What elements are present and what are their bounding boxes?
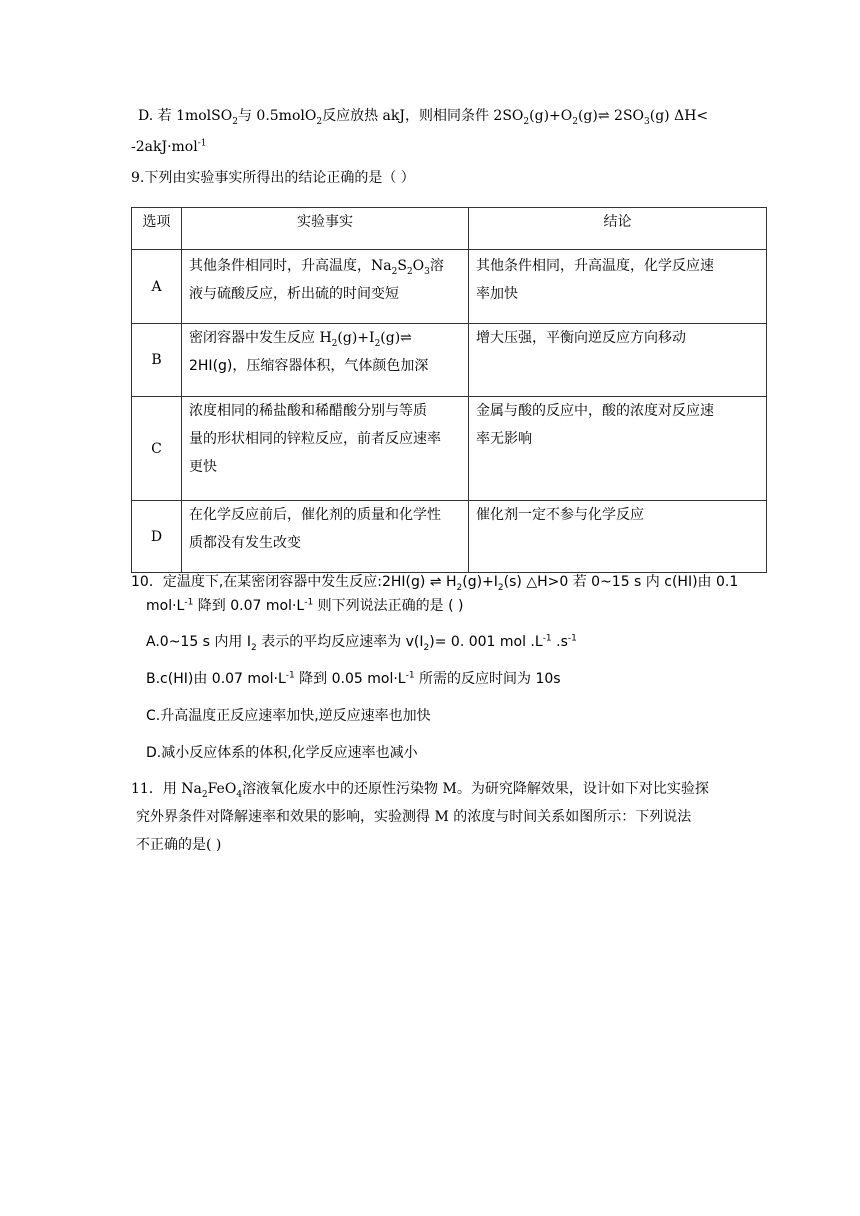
q11-stem-line3: 不正确的是( ) [136,837,222,853]
q9-stem: 9.下列由实验事实所得出的结论正确的是（ ） [131,170,415,186]
row-option: C [132,397,182,501]
q10-option-b: B.c(HI)由 0.07 $mol\cdot L^{-1}$ 降到 0.05 $mol\cdot L^{-1}$ 所需的反应时间为 10s [146,670,561,687]
q10-option-d: D.减小反应体系的体积,化学反应速率也减小 [146,745,418,761]
q8-option-d-line1: D. 若 1molSO$_2$与 0.5molO$_2$反应放热 akJ，则相同条件 $2SO_2(g)+O_2(g)\rightleftharpoons$ $2SO_3(g)$ ΔH< [138,108,709,127]
row-fact: 其他条件相同时，升高温度，$Na_2S_2O_3$溶 液与硫酸反应，析出硫的时间变短 [182,250,469,324]
q9-table [131,207,767,573]
table-row-c [132,397,767,501]
row-conclusion: 金属与酸的反应中，酸的浓度对反应速 率无影响 [469,397,767,501]
q10-option-a: A.0~15 s 内用 $I_2$ 表示的平均反应速率为 $v(I_2)= 0$. 001 mol $.L^{-1}$ $.s^{-1}$ [146,633,577,653]
q11-stem-line2: 究外界条件对降解速率和效果的影响，实验测得 M 的浓度与时间关系如图所示：下列说法 [136,809,692,825]
row-conclusion: 催化剂一定不参与化学反应 [469,501,767,573]
row-fact: 在化学反应前后，催化剂的质量和化学性 质都没有发生改变 [182,501,469,573]
row-fact: 密闭容器中发生反应 $H_2(g)+I_2(g)\rightleftharpoons$ 2HI(g)，压缩容器体积，气体颜色加深 [182,324,469,397]
header-conclusion: 结论 [469,208,767,250]
q10-stem-line1: 10．定温度下,在某密闭容器中发生反应:2HI(g) ⇌ $H_2(g)+I_2(s)$ △H>0 若 0~15 s 内 c(HI)由 0.1 [131,574,739,593]
row-option: D [132,501,182,573]
q10-option-c: C.升高温度正反应速率加快,逆反应速率也加快 [146,708,431,724]
header-fact: 实验事实 [182,208,469,250]
q10-stem-line2: $mol\cdot L^{-1}$ 降到 0.07 $mol\cdot L^{-1}$ 则下列说法正确的是 ( ) [146,597,464,614]
table-row-d [132,501,767,573]
row-option: A [132,250,182,324]
table-row-a [132,250,767,324]
table-header-row [132,208,767,250]
q8-option-d-line2: -2akJ·mol$^{-1}$ [131,138,207,155]
q11-stem-line1: 11．用 $Na_2FeO_4$溶液氧化废水中的还原性污染物 M。为研究降解效果，设计如下对比实验探 [131,781,709,800]
row-fact: 浓度相同的稀盐酸和稀醋酸分别与等质 量的形状相同的锌粒反应，前者反应速率 更快 [182,397,469,501]
table-row-b [132,324,767,397]
row-conclusion: 其他条件相同，升高温度，化学反应速 率加快 [469,250,767,324]
row-option: B [132,324,182,397]
header-option: 选项 [132,208,182,250]
row-conclusion: 增大压强，平衡向逆反应方向移动 [469,324,767,397]
